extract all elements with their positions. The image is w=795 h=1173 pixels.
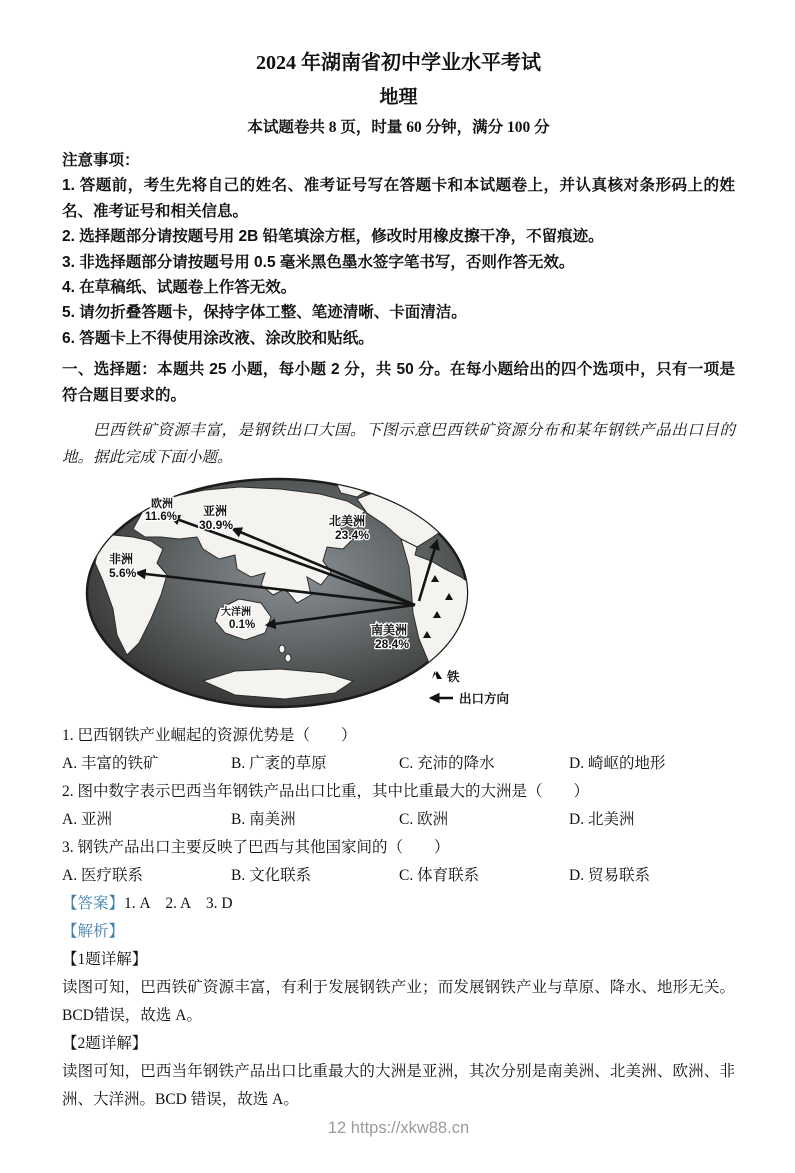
subject-title: 地理 [379,87,418,108]
option-3d: D. 贸易联系 [569,867,650,885]
exam-info: 本试题卷共 8 页，时量 60 分钟，满分 100 分 [247,119,550,136]
map-label-africa-share: 5.6% [109,566,137,581]
question-1-text: 1. 巴西钢铁产业崛起的资源优势是（ ） [62,727,357,745]
notice-item-2: 2. 选择题部分请按题号用 2B 铅笔填涂方框，修改时用橡皮擦干净，不留痕迹。 [62,228,604,246]
world-map-figure [85,477,515,722]
option-3a: A. 医疗联系 [62,867,143,885]
option-1b: B. 广袤的草原 [231,755,327,773]
option-3c: C. 体育联系 [399,867,480,885]
exam-page [0,48,795,1140]
page-title: 2024 年湖南省初中学业水平考试 [256,52,541,74]
map-label-europe-name: 欧洲 [151,498,173,511]
option-1a: A. 丰富的铁矿 [62,755,159,773]
option-3b: B. 文化联系 [231,867,312,885]
question-intro: 巴西铁矿资源丰富，是钢铁出口大国。下图示意巴西铁矿资源分布和某年钢铁产品出口目的地。据此完成下面小题。 [62,422,735,467]
legend-iron-icon [432,671,442,679]
option-1c: C. 充沛的降水 [399,755,495,773]
notice-item-1: 1. 答题前，考生先将自己的姓名、准考证号写在答题卡和本试题卷上，并认真核对条形码上的姓名、准考证号和相关信息。 [62,177,735,220]
option-2d: D. 北美洲 [569,811,635,829]
notice-item-6: 6. 答题卡上不得使用涂改液、涂改胶和贴纸。 [62,329,374,347]
notice-item-3: 3. 非选择题部分请按题号用 0.5 毫米黑色墨水签字笔书写，否则作答无效。 [62,253,575,271]
question-1-options [62,750,735,778]
option-1d: D. 崎岖的地形 [569,755,666,773]
question-3-options [62,862,735,890]
island-new-zealand-south [285,654,291,662]
map-legend [431,669,510,706]
questions-block [62,722,735,1114]
question-2-options [62,806,735,834]
legend-iron-label: 铁 [447,670,460,685]
option-2c: C. 欧洲 [399,811,449,829]
map-label-oceania-name: 大洋洲 [221,607,251,619]
section-heading: 一、选择题：本题共 25 小题，每小题 2 分，共 50 分。在每小题给出的四个选项中，只有一项是符合题目要求的。 [62,361,735,405]
notices-heading: 注意事项： [62,152,140,169]
answers-line [62,890,735,918]
map-label-north-america-share: 23.4% [335,528,370,543]
map-label-africa-name: 非洲 [109,552,134,567]
notice-item-5: 5. 请勿折叠答题卡，保持字体工整、笔迹清晰、卡面清洁。 [62,304,467,322]
world-map-svg [85,477,515,722]
answers-value: 1. A 2. A 3. D [124,895,233,913]
map-label-asia-name: 亚洲 [203,504,228,519]
map-label-north-america-name: 北美洲 [329,514,366,529]
detail-2-heading: 【2题详解】 [62,1035,148,1053]
island-new-zealand-north [279,645,285,653]
map-label-europe-share: 11.6% [145,511,177,524]
legend-export-label: 出口方向 [459,692,510,707]
option-2a: A. 亚洲 [62,811,112,829]
option-2b: B. 南美洲 [231,811,296,829]
detail-2-text: 读图可知，巴西当年钢铁产品出口比重最大的大洲是亚洲，其次分别是南美洲、北美洲、欧洲、非洲、大洋洲。BCD 错误，故选 A。 [62,1063,735,1109]
question-2-text: 2. 图中数字表示巴西当年钢铁产品出口比重，其中比重最大的大洲是（ ） [62,783,590,801]
map-label-oceania-share: 0.1% [229,619,256,632]
footer-page-url: 12 https://xkw88.cn [327,1119,470,1138]
answers-label: 【答案】 [62,895,125,913]
notices-block [62,148,735,351]
map-label-south-america-name: 南美洲 [371,623,408,638]
detail-1-heading: 【1题详解】 [62,951,148,969]
notice-item-4: 4. 在草稿纸、试题卷上作答无效。 [62,279,297,297]
detail-1-text: 读图可知，巴西铁矿资源丰富，有利于发展钢铁产业；而发展钢铁产业与草原、降水、地形无关。BCD错误，故选 A。 [62,979,735,1025]
question-3-text: 3. 钢铁产品出口主要反映了巴西与其他国家间的（ ） [62,839,450,857]
analysis-label: 【解析】 [62,923,125,941]
map-label-asia-share: 30.9% [199,518,234,533]
map-label-south-america-share: 28.4% [375,637,410,652]
